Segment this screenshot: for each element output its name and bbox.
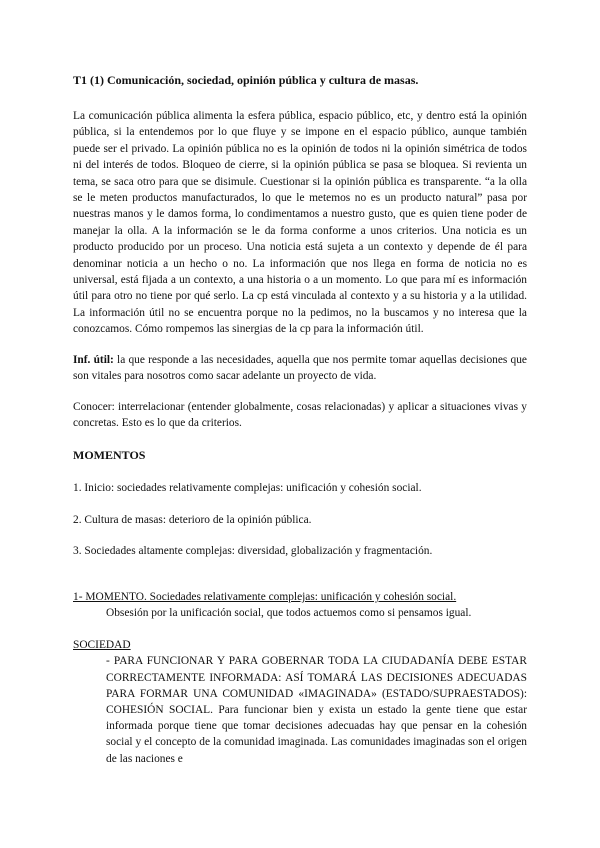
moment-1-note: Obsesión por la unificación social, que todos actuemos como si pensamos igual. <box>106 607 472 620</box>
moment-list-item-2: 2. Cultura de masas: deterioro de la opinión pública. <box>73 513 312 526</box>
knowing-paragraph: Conocer: interrelacionar (entender globalmente, cosas relacionadas) y aplicar a situaciones vivas y concretas. Esto es lo que da criterios. <box>73 400 527 429</box>
intro-paragraph: La comunicación pública alimenta la esfera pública, espacio público, etc, y dentro está la opinión pública, si la entendemos por lo que fluye y se impone en el espacio público, aunque también puede ser el privado. La opinión pública no es la opinión de todos ni la opinión simétrica de todos ni del interés de todos. Bloqueo de cierre, si la opinión pública se pasa se bloquea. Si revienta un tema, se saca otro para que se disimule. Cuestionar si la opinión pública es transparente. “a la olla se le meten productos manufacturados, lo que le metemos no es un producto natural” pasa por nuestras manos y le damos forma, lo condimentamos a nuestro gusto, que es quien tiene poder de manejar la olla. A la información se le da forma conforme a unos criterios. Una noticia es un producto producido por un proceso. Una noticia está sujeta a un contexto y depende de él para denominar noticia a un hecho o no. La información que nos llega en forma de noticia no es universal, está fijada a un contexto, a una historia o a un momento. Lo que para mí es información útil para otro no tiene por qué serlo. La cp está vinculada al contexto y a su historia y a la utilidad. La información útil no se encuentra porque no la pedimos, no la buscamos y no interesa que la conozcamos. Cómo rompemos las sinergias de la cp para la información útil. <box>73 110 527 336</box>
moment-list-item-3: 3. Sociedades altamente complejas: diversidad, globalización y fragmentación. <box>73 545 433 558</box>
useful-info-term: Inf. útil: <box>73 353 114 366</box>
sociedad-heading: SOCIEDAD <box>73 639 131 652</box>
sociedad-paragraph: - PARA FUNCIONAR Y PARA GOBERNAR TODA LA CIUDADANÍA DEBE ESTAR CORRECTAMENTE INFORMADA: ASÍ TOMARÁ LAS DECISIONES ADECUADAS PARA FORMAR UNA COMUNIDAD «IMAGINADA» (ESTADO/SUPRAESTADOS): COHESIÓN SOCIAL. Para funcionar bien y exista un estado la gente tiene que estar informada porque tiene que tomar decisiones adecuadas hay que pensar en la cohesión social y el concepto de la comunidad imaginada. Las comunidades imaginadas son el origen de las naciones e <box>106 655 527 765</box>
moment-1-heading: 1- MOMENTO. Sociedades relativamente complejas: unificación y cohesión social. <box>73 591 457 604</box>
useful-info-paragraph <box>73 352 527 385</box>
useful-info-definition: la que responde a las necesidades, aquella que nos permite tomar aquellas decisiones que son vitales para nosotros como sacar adelante un proyecto de vida. <box>73 353 527 383</box>
section-heading: MOMENTOS <box>73 448 146 463</box>
moment-list-item-1: 1. Inicio: sociedades relativamente complejas: unificación y cohesión social. <box>73 482 422 495</box>
document-title: T1 (1) Comunicación, sociedad, opinión pública y cultura de masas. <box>73 73 419 87</box>
